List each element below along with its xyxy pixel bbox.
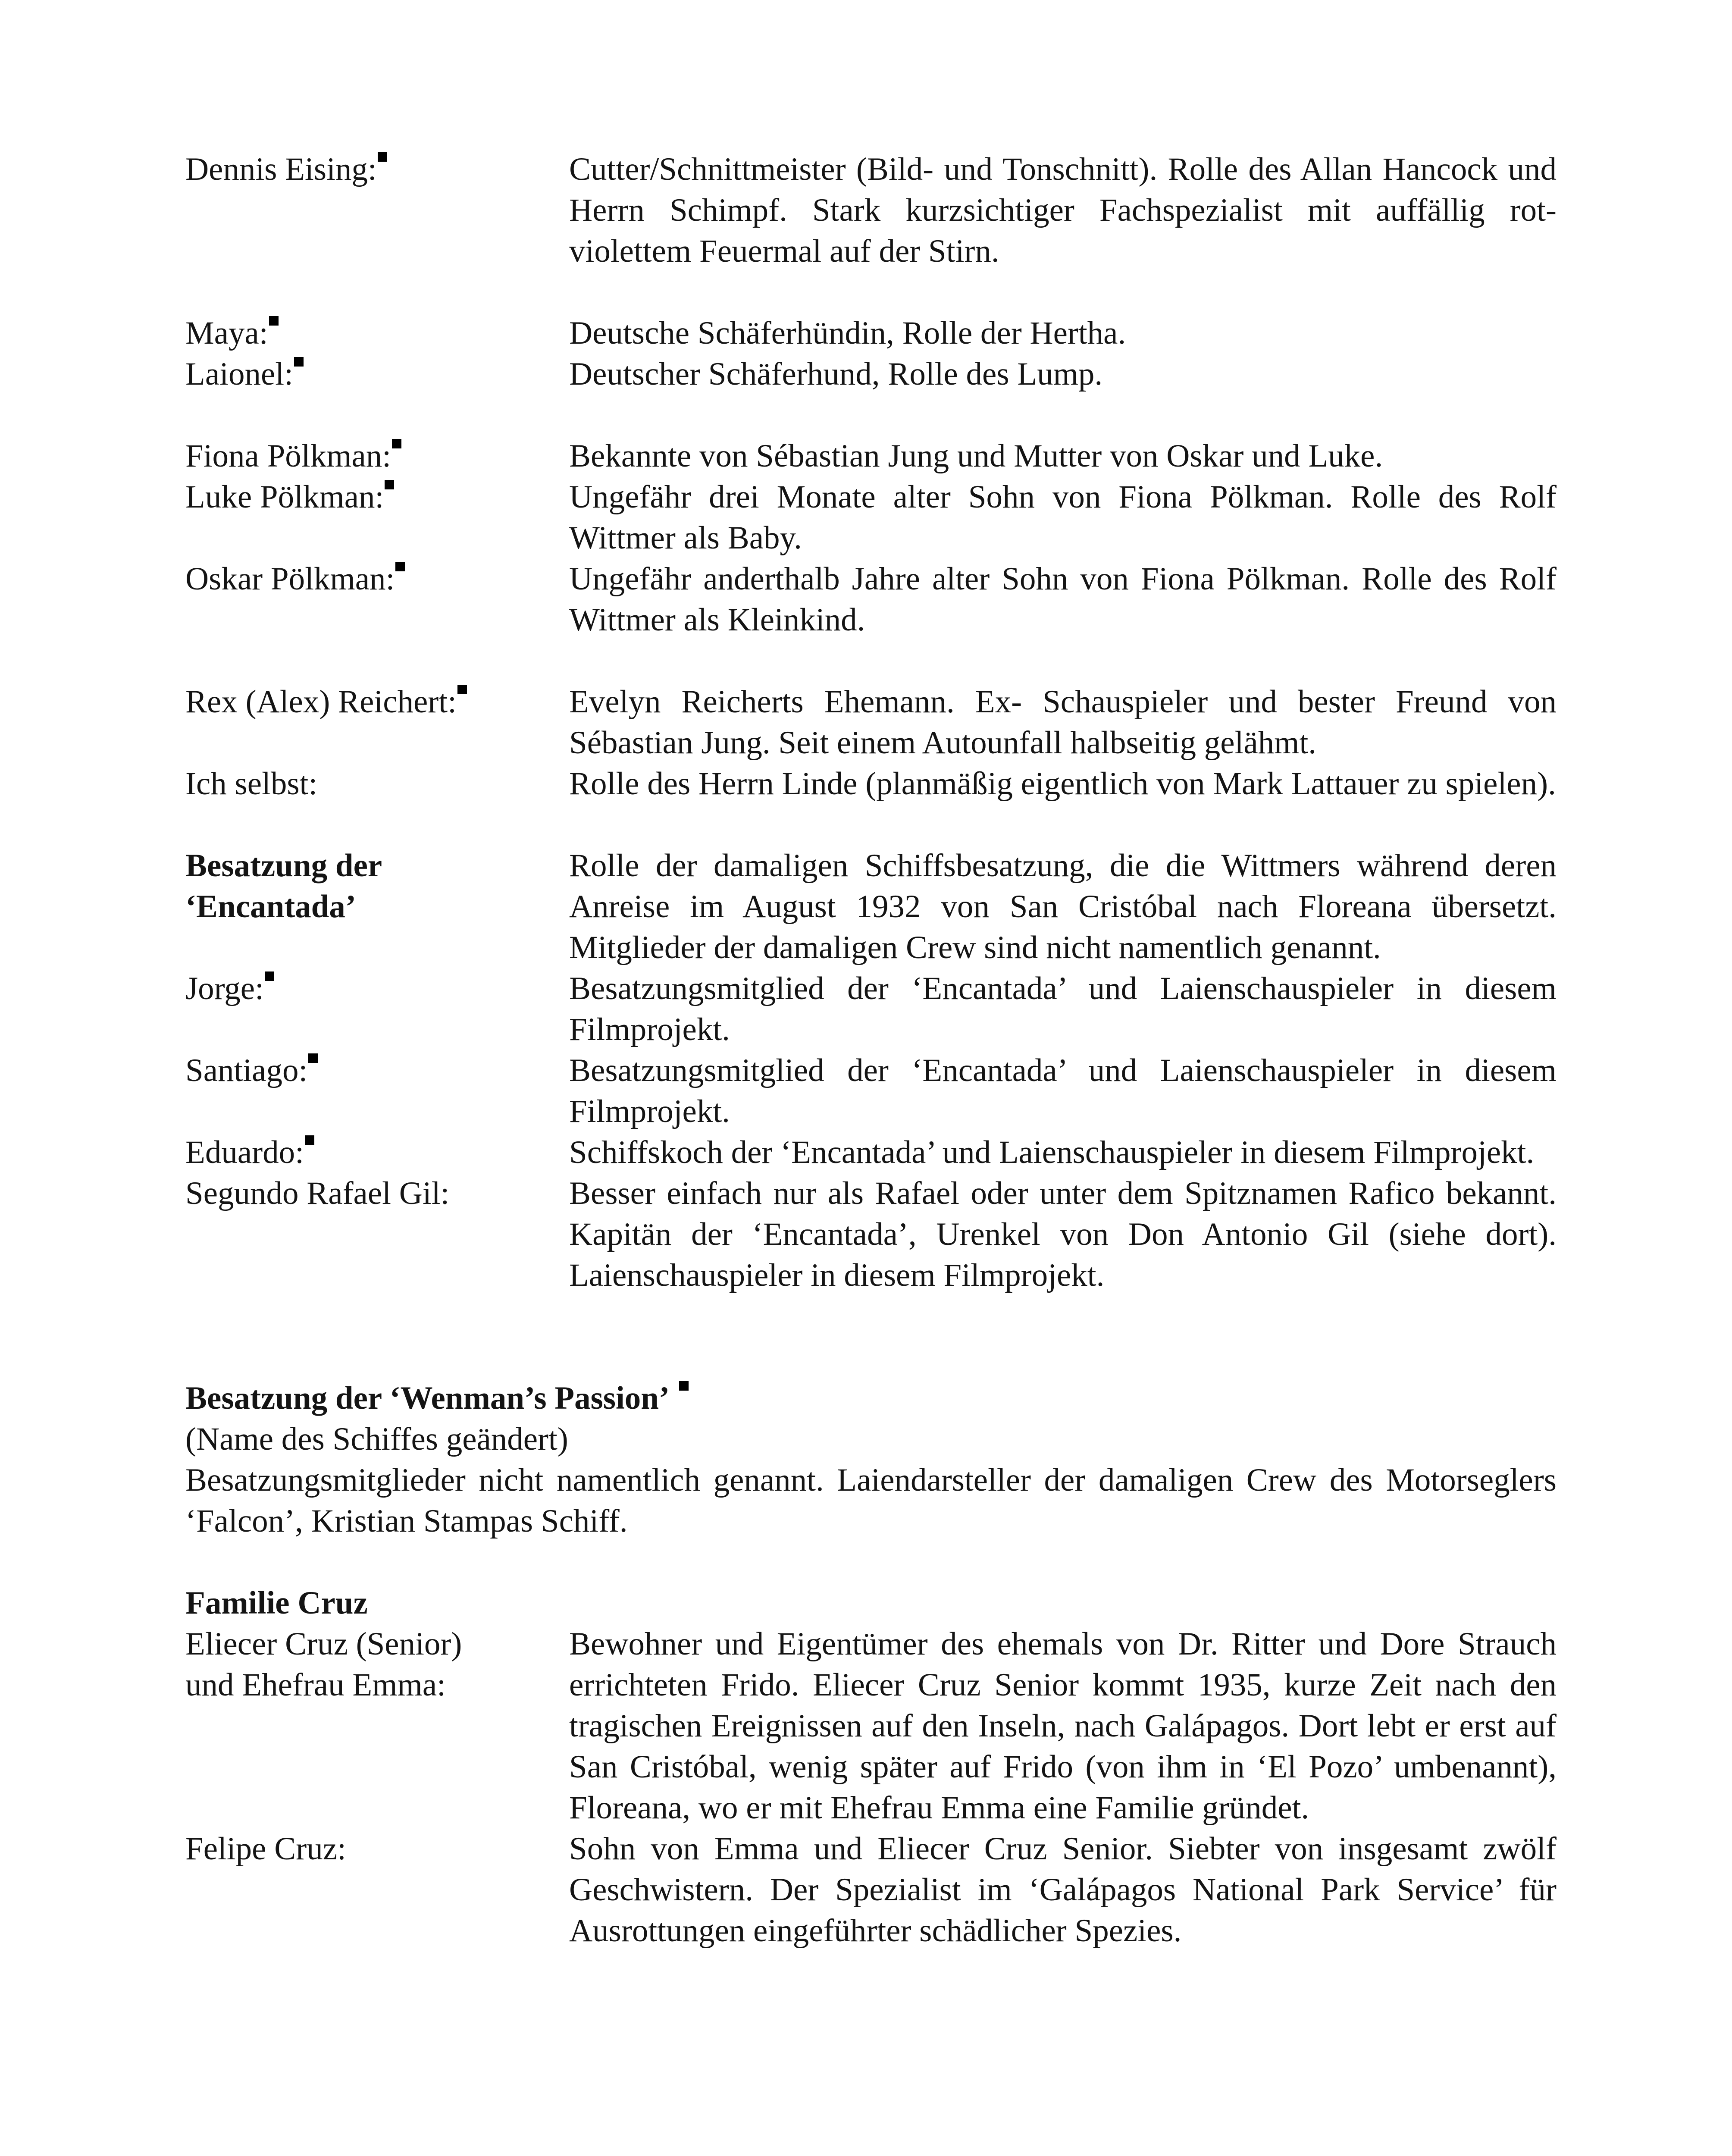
section-intro: Rolle der damaligen Schiffsbesatzung, die die Wittmers während deren Anreise im August 1932 von San Cristóbal nach Floreana übersetzt. Mitglieder der damaligen Crew sind nicht namentlich genannt. <box>569 848 1557 965</box>
cast-name: Ich selbst: <box>185 766 318 802</box>
square-marker-icon <box>378 152 387 162</box>
section-heading: Familie Cruz <box>185 1585 368 1621</box>
cast-description: Rolle des Herrn Linde (planmäßig eigentlich von Mark Lattauer zu spielen). <box>569 766 1556 802</box>
square-marker-icon <box>457 685 467 694</box>
square-marker-icon <box>308 1053 318 1063</box>
cast-description: Schiffskoch der ‘Encantada’ und Laienschauspieler in diesem Filmprojekt. <box>569 1134 1535 1170</box>
section-familie-cruz <box>185 1583 1557 1951</box>
cast-entry-luke-poelkman <box>185 476 1557 558</box>
square-marker-icon <box>395 562 405 571</box>
section-heading: Besatzung der ‘Encantada’ <box>185 848 382 924</box>
cast-name: Rex (Alex) Reichert: <box>185 684 457 720</box>
cast-description: Deutsche Schäferhündin, Rolle der Hertha. <box>569 315 1126 351</box>
cast-description: Cutter/Schnittmeister (Bild- und Tonschnitt). Rolle des Allan Hancock und Herrn Schimpf. Stark kurzsichtiger Fachspezialist mit auffällig rot-violettem Feuermal auf der Stirn. <box>569 151 1557 269</box>
cast-description: Bekannte von Sébastian Jung und Mutter von Oskar und Luke. <box>569 438 1383 474</box>
cast-description: Ungefähr drei Monate alter Sohn von Fiona Pölkman. Rolle des Rolf Wittmer als Baby. <box>569 479 1557 556</box>
cast-description: Ungefähr anderthalb Jahre alter Sohn von Fiona Pölkman. Rolle des Rolf Wittmer als Kleinkind. <box>569 561 1557 638</box>
cast-entry-eduardo <box>185 1132 1557 1173</box>
cast-entry-felipe-cruz <box>185 1828 1557 1951</box>
cast-description: Bewohner und Eigentümer des ehemals von Dr. Ritter und Dore Strauch errichteten Frido. Eliecer Cruz Senior kommt 1935, kurze Zeit nach den tragischen Ereignissen auf den Inseln, nach Galápagos. Dort lebt er erst auf San Cristóbal, wenig später auf Frido (von ihm in ‘El Pozo’ umbenannt), Floreana, wo er mit Ehefrau Emma eine Familie gründet. <box>569 1626 1557 1826</box>
cast-entry-laionel <box>185 354 1557 395</box>
square-marker-icon <box>392 439 401 448</box>
section-heading: Besatzung der ‘Wenman’s Passion’ <box>185 1378 1557 1419</box>
cast-entry-maya <box>185 313 1557 354</box>
section-wenman-passion <box>185 1378 1557 1542</box>
square-marker-icon <box>294 357 304 367</box>
cast-entry-santiago <box>185 1050 1557 1132</box>
cast-name: Jorge: <box>185 971 264 1006</box>
cast-entry-eliecer-cruz <box>185 1623 1557 1828</box>
cast-entry-jorge <box>185 968 1557 1050</box>
cast-entry-fiona-poelkman <box>185 436 1557 476</box>
cast-name: Eduardo: <box>185 1134 304 1170</box>
cast-name: Oskar Pölkman: <box>185 561 395 597</box>
cast-description: Deutscher Schäferhund, Rolle des Lump. <box>569 356 1103 392</box>
cast-description: Sohn von Emma und Eliecer Cruz Senior. Siebter von insgesamt zwölf Geschwistern. Der Spezialist im ‘Galápagos National Park Service’ für Ausrottungen eingeführter schädlicher Spezies. <box>569 1831 1557 1949</box>
section-note: (Name des Schiffes geändert) <box>185 1421 568 1457</box>
cast-name: Dennis Eising: <box>185 151 377 187</box>
cast-entry-oskar-poelkman <box>185 558 1557 640</box>
section-encantada-crew <box>185 845 1557 968</box>
square-marker-icon <box>305 1135 314 1145</box>
cast-entry-ich-selbst <box>185 763 1557 804</box>
cast-entry-rex-reichert <box>185 681 1557 763</box>
cast-name: Luke Pölkman: <box>185 479 384 515</box>
square-marker-icon <box>269 316 279 326</box>
cast-entry-segundo-rafael-gil <box>185 1173 1557 1296</box>
cast-name: Segundo Rafael Gil: <box>185 1175 450 1211</box>
square-marker-icon <box>679 1381 689 1391</box>
cast-entry-dennis-eising <box>185 149 1557 272</box>
cast-description: Besser einfach nur als Rafael oder unter dem Spitznamen Rafico bekannt. Kapitän der ‘Encantada’, Urenkel von Don Antonio Gil (siehe dort). Laienschauspieler in diesem Filmprojekt. <box>569 1175 1557 1293</box>
cast-name: Felipe Cruz: <box>185 1831 346 1867</box>
square-marker-icon <box>265 971 274 981</box>
cast-name: Eliecer Cruz (Senior) und Ehefrau Emma: <box>185 1626 462 1703</box>
cast-name: Laionel: <box>185 356 293 392</box>
cast-name: Fiona Pölkman: <box>185 438 392 474</box>
page-content <box>185 149 1557 1951</box>
cast-name: Maya: <box>185 315 268 351</box>
square-marker-icon <box>385 480 394 489</box>
cast-description: Besatzungsmitglied der ‘Encantada’ und Laienschauspieler in diesem Filmprojekt. <box>569 971 1557 1047</box>
section-text: Besatzungsmitglieder nicht namentlich genannt. Laiendarsteller der damaligen Crew des Motorseglers ‘Falcon’, Kristian Stampas Schiff. <box>185 1462 1557 1539</box>
cast-description: Evelyn Reicherts Ehemann. Ex- Schauspieler und bester Freund von Sébastian Jung. Seit einem Autounfall halbseitig gelähmt. <box>569 684 1557 761</box>
cast-description: Besatzungsmitglied der ‘Encantada’ und Laienschauspieler in diesem Filmprojekt. <box>569 1053 1557 1129</box>
cast-name: Santiago: <box>185 1053 308 1088</box>
